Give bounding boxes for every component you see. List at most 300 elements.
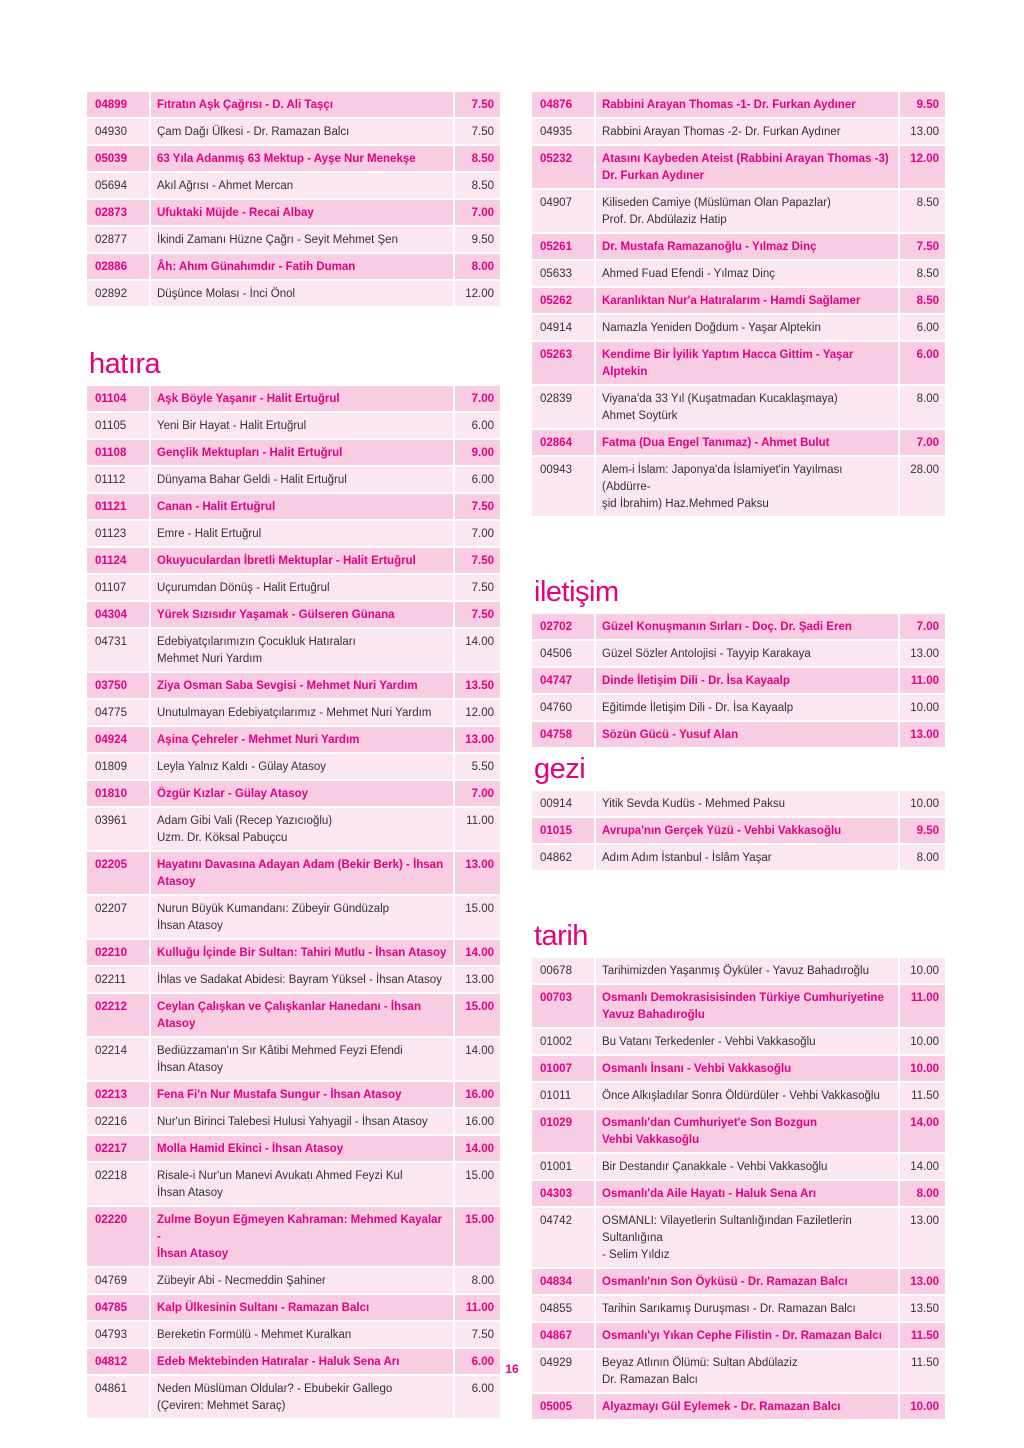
book-price: 8.50 [900, 261, 945, 286]
book-title: Bereketin Formülü - Mehmet Kuralkan [149, 1322, 455, 1347]
book-code: 01107 [87, 575, 149, 600]
book-title: Namazla Yeniden Doğdum - Yaşar Alptekin [594, 315, 900, 340]
book-row [87, 1082, 500, 1107]
book-row [87, 781, 500, 806]
book-code: 04855 [532, 1296, 594, 1321]
book-price: 15.00 [455, 1163, 500, 1205]
book-title: Viyana'da 33 Yıl (Kuşatmadan Kucaklaşmaya) Ahmet Soytürk [594, 386, 900, 428]
book-row [532, 985, 945, 1027]
book-price: 6.00 [455, 1376, 500, 1418]
book-row [532, 1296, 945, 1321]
book-row [87, 727, 500, 752]
book-price: 7.00 [900, 430, 945, 455]
book-code: 01104 [87, 386, 149, 411]
book-price: 10.00 [900, 695, 945, 720]
book-row [87, 146, 500, 171]
book-code: 04793 [87, 1322, 149, 1347]
book-table [87, 386, 500, 1418]
book-row [87, 896, 500, 938]
book-price: 11.50 [900, 1323, 945, 1348]
book-row [532, 1110, 945, 1152]
book-price: 14.00 [455, 1136, 500, 1161]
book-price: 6.00 [455, 413, 500, 438]
book-title: Osmanlı'da Aile Hayatı - Haluk Sena Arı [594, 1181, 900, 1206]
book-table [532, 791, 945, 870]
book-price: 14.00 [455, 1038, 500, 1080]
book-row [87, 852, 500, 894]
book-code: 04834 [532, 1269, 594, 1294]
book-title: Gençlik Mektupları - Halit Ertuğrul [149, 440, 455, 465]
section-heading-tarih: tarih [534, 920, 588, 952]
book-title: Önce Alkışladılar Sonra Öldürdüler - Vehbi Vakkasoğlu [594, 1083, 900, 1108]
tarih-list [532, 956, 939, 1421]
book-code: 04914 [532, 315, 594, 340]
book-row [87, 200, 500, 225]
book-row [87, 227, 500, 252]
book-code: 04867 [532, 1323, 594, 1348]
book-table [87, 92, 500, 306]
book-row [532, 1323, 945, 1348]
book-row [532, 958, 945, 983]
book-title: Güzel Konuşmanın Sırları - Doç. Dr. Şadi Eren [594, 614, 900, 639]
book-row [532, 1394, 945, 1419]
book-title: Dünyama Bahar Geldi - Halit Ertuğrul [149, 467, 455, 492]
book-table [532, 614, 945, 747]
book-price: 15.00 [455, 1207, 500, 1266]
book-title: Kiliseden Camiye (Müslüman Olan Papazlar) Prof. Dr. Abdülaziz Hatip [594, 190, 900, 232]
book-row [87, 254, 500, 279]
book-title: Fatma (Dua Engel Tanımaz) - Ahmet Bulut [594, 430, 900, 455]
book-row [87, 173, 500, 198]
book-price: 8.00 [900, 845, 945, 870]
book-row [532, 288, 945, 313]
book-title: OSMANLI: Vilayetlerin Sultanlığından Faziletlerin Sultanlığına - Selim Yıldız [594, 1208, 900, 1267]
book-code: 04924 [87, 727, 149, 752]
book-code: 04930 [87, 119, 149, 144]
book-title: Zübeyir Abi - Necmeddin Şahiner [149, 1268, 455, 1293]
book-row [532, 146, 945, 188]
book-title: Kalp Ülkesinin Sultanı - Ramazan Balcı [149, 1295, 455, 1320]
book-row [532, 1208, 945, 1267]
book-title: Atasını Kaybeden Ateist (Rabbini Arayan Thomas -3) Dr. Furkan Aydıner [594, 146, 900, 188]
book-price: 6.00 [455, 1349, 500, 1374]
book-price: 13.00 [455, 727, 500, 752]
section-heading-iletisim: iletişim [534, 576, 619, 608]
book-row [532, 430, 945, 455]
book-code: 04769 [87, 1268, 149, 1293]
book-price: 8.00 [900, 386, 945, 428]
book-code: 04775 [87, 700, 149, 725]
book-title: Ahmed Fuad Efendi - Yılmaz Dinç [594, 261, 900, 286]
book-code: 01124 [87, 548, 149, 573]
book-row [532, 818, 945, 843]
book-title: Osmanlı İnsanı - Vehbi Vakkasoğlu [594, 1056, 900, 1081]
book-row [532, 92, 945, 117]
book-row [87, 673, 500, 698]
book-row [87, 602, 500, 627]
book-title: Canan - Halit Ertuğrul [149, 494, 455, 519]
book-code: 04876 [532, 92, 594, 117]
book-price: 10.00 [900, 1056, 945, 1081]
book-title: Güzel Sözler Antolojisi - Tayyip Karakaya [594, 641, 900, 666]
book-title: Akıl Ağrısı - Ahmet Mercan [149, 173, 455, 198]
book-title: Dr. Mustafa Ramazanoğlu - Yılmaz Dinç [594, 234, 900, 259]
book-title: Alyazmayı Gül Eylemek - Dr. Ramazan Balcı [594, 1394, 900, 1419]
book-code: 02207 [87, 896, 149, 938]
book-row [532, 342, 945, 384]
book-price: 11.50 [900, 1083, 945, 1108]
book-row [87, 548, 500, 573]
right-top-list [532, 90, 939, 518]
iletisim-list [532, 612, 939, 749]
book-row [87, 1136, 500, 1161]
book-price: 13.00 [900, 1269, 945, 1294]
book-row [87, 281, 500, 306]
book-title: Ceylan Çalışkan ve Çalışkanlar Hanedanı - İhsan Atasoy [149, 994, 455, 1036]
book-price: 7.50 [455, 602, 500, 627]
book-price: 11.00 [900, 985, 945, 1027]
book-row [532, 457, 945, 516]
book-price: 7.50 [455, 494, 500, 519]
book-code: 04758 [532, 722, 594, 747]
book-price: 14.00 [900, 1110, 945, 1152]
book-title: Aşina Çehreler - Mehmet Nuri Yardım [149, 727, 455, 752]
book-title: Alem-i İslam: Japonya'da İslamiyet'in Yayılması (Abdürre- şid İbrahim) Haz.Mehmed Paksu [594, 457, 900, 516]
book-title: Beyaz Atlının Ölümü: Sultan Abdülaziz Dr. Ramazan Balcı [594, 1350, 900, 1392]
book-code: 02886 [87, 254, 149, 279]
book-code: 00943 [532, 457, 594, 516]
book-price: 7.50 [900, 234, 945, 259]
book-code: 04907 [532, 190, 594, 232]
book-row [532, 1083, 945, 1108]
book-code: 04812 [87, 1349, 149, 1374]
book-code: 04304 [87, 602, 149, 627]
book-row [87, 1376, 500, 1418]
book-title: Okuyuculardan İbretli Mektuplar - Halit Ertuğrul [149, 548, 455, 573]
book-title: Unutulmayan Edebiyatçılarımız - Mehmet Nuri Yardım [149, 700, 455, 725]
book-price: 7.50 [455, 548, 500, 573]
book-title: Fıtratın Aşk Çağrısı - D. Ali Taşçı [149, 92, 455, 117]
book-row [87, 1109, 500, 1134]
book-code: 05232 [532, 146, 594, 188]
book-code: 05263 [532, 342, 594, 384]
book-code: 01105 [87, 413, 149, 438]
book-title: Ufuktaki Müjde - Recai Albay [149, 200, 455, 225]
book-price: 11.50 [900, 1350, 945, 1392]
hatira-list [87, 384, 494, 1420]
book-row [532, 1181, 945, 1206]
book-title: Emre - Halit Ertuğrul [149, 521, 455, 546]
book-table [532, 958, 945, 1419]
book-code: 04760 [532, 695, 594, 720]
book-code: 00678 [532, 958, 594, 983]
book-row [532, 1269, 945, 1294]
book-row [87, 994, 500, 1036]
book-code: 05262 [532, 288, 594, 313]
book-code: 05694 [87, 173, 149, 198]
book-price: 10.00 [900, 1029, 945, 1054]
book-title: Hayatını Davasına Adayan Adam (Bekir Berk) - İhsan Atasoy [149, 852, 455, 894]
book-code: 01112 [87, 467, 149, 492]
book-row [87, 467, 500, 492]
book-price: 12.00 [455, 700, 500, 725]
book-title: Yürek Sızısıdır Yaşamak - Gülseren Günana [149, 602, 455, 627]
book-code: 03961 [87, 808, 149, 850]
book-code: 02892 [87, 281, 149, 306]
book-price: 8.50 [900, 288, 945, 313]
book-row [87, 386, 500, 411]
book-code: 01001 [532, 1154, 594, 1179]
book-code: 04731 [87, 629, 149, 671]
book-row [532, 190, 945, 232]
book-title: Rabbini Arayan Thomas -2- Dr. Furkan Aydıner [594, 119, 900, 144]
book-code: 02212 [87, 994, 149, 1036]
book-row [87, 521, 500, 546]
book-row [87, 119, 500, 144]
book-row [87, 700, 500, 725]
book-code: 04899 [87, 92, 149, 117]
book-code: 01011 [532, 1083, 594, 1108]
book-title: Bediüzzaman'ın Sır Kâtibi Mehmed Feyzi Efendi İhsan Atasoy [149, 1038, 455, 1080]
book-code: 02702 [532, 614, 594, 639]
book-price: 7.00 [455, 200, 500, 225]
book-title: Ziya Osman Saba Sevgisi - Mehmet Nuri Yardım [149, 673, 455, 698]
book-title: İkindi Zamanı Hüzne Çağrı - Seyit Mehmet Şen [149, 227, 455, 252]
book-price: 7.00 [900, 614, 945, 639]
book-price: 8.50 [455, 173, 500, 198]
book-title: Uçurumdan Dönüş - Halit Ertuğrul [149, 575, 455, 600]
book-price: 14.00 [455, 940, 500, 965]
book-price: 8.00 [455, 1268, 500, 1293]
book-title: Osmanlı'nın Son Öyküsü - Dr. Ramazan Balcı [594, 1269, 900, 1294]
book-price: 13.00 [455, 852, 500, 894]
book-code: 01121 [87, 494, 149, 519]
book-code: 02873 [87, 200, 149, 225]
book-title: Eğitimde İletişim Dili - Dr. İsa Kayaalp [594, 695, 900, 720]
book-row [87, 413, 500, 438]
book-price: 12.00 [900, 146, 945, 188]
book-code: 01002 [532, 1029, 594, 1054]
book-price: 13.00 [900, 1208, 945, 1267]
book-price: 9.50 [455, 227, 500, 252]
book-title: Dinde İletişim Dili - Dr. İsa Kayaalp [594, 668, 900, 693]
book-price: 13.00 [900, 722, 945, 747]
book-row [532, 1154, 945, 1179]
book-code: 02216 [87, 1109, 149, 1134]
book-price: 7.50 [455, 575, 500, 600]
book-price: 11.00 [455, 808, 500, 850]
book-row [87, 1163, 500, 1205]
book-row [532, 386, 945, 428]
book-price: 9.00 [455, 440, 500, 465]
section-heading-hatira: hatıra [89, 348, 161, 380]
book-title: Fena Fi'n Nur Mustafa Sungur - İhsan Atasoy [149, 1082, 455, 1107]
book-title: Risale-i Nur'un Manevi Avukatı Ahmed Feyzi Kul İhsan Atasoy [149, 1163, 455, 1205]
book-code: 02214 [87, 1038, 149, 1080]
book-row [87, 1322, 500, 1347]
book-price: 14.00 [455, 629, 500, 671]
book-title: Kendime Bir İyilik Yaptım Hacca Gittim - Yaşar Alptekin [594, 342, 900, 384]
book-price: 6.00 [900, 315, 945, 340]
book-code: 02213 [87, 1082, 149, 1107]
book-code: 01108 [87, 440, 149, 465]
book-price: 8.50 [455, 146, 500, 171]
book-row [532, 668, 945, 693]
gezi-list [532, 789, 939, 872]
book-price: 8.50 [900, 190, 945, 232]
book-row [87, 440, 500, 465]
book-price: 7.50 [455, 92, 500, 117]
book-price: 28.00 [900, 457, 945, 516]
book-row [87, 575, 500, 600]
book-title: Edebiyatçılarımızın Çocukluk Hatıraları Mehmet Nuri Yardım [149, 629, 455, 671]
book-title: Osmanlı'yı Yıkan Cephe Filistin - Dr. Ramazan Balcı [594, 1323, 900, 1348]
book-row [532, 1029, 945, 1054]
book-price: 12.00 [455, 281, 500, 306]
book-title: Çam Dağı Ülkesi - Dr. Ramazan Balcı [149, 119, 455, 144]
left-column [87, 90, 494, 1420]
book-code: 01029 [532, 1110, 594, 1152]
book-price: 13.00 [900, 119, 945, 144]
book-title: Tarihin Sarıkamış Duruşması - Dr. Ramazan Balcı [594, 1296, 900, 1321]
book-price: 10.00 [900, 791, 945, 816]
book-title: Yitik Sevda Kudüs - Mehmed Paksu [594, 791, 900, 816]
book-price: 7.00 [455, 521, 500, 546]
book-price: 8.00 [455, 254, 500, 279]
book-price: 16.00 [455, 1082, 500, 1107]
book-code: 01809 [87, 754, 149, 779]
book-price: 15.00 [455, 994, 500, 1036]
section-heading-gezi: gezi [534, 753, 586, 785]
book-title: Osmanlı Demokrasisisinden Türkiye Cumhuriyetine Yavuz Bahadıroğlu [594, 985, 900, 1027]
book-title: Tarihimizden Yaşanmış Öyküler - Yavuz Bahadıroğlu [594, 958, 900, 983]
book-title: Rabbini Arayan Thomas -1- Dr. Furkan Aydıner [594, 92, 900, 117]
book-title: Nur'un Birinci Talebesi Hulusi Yahyagil - İhsan Atasoy [149, 1109, 455, 1134]
book-price: 16.00 [455, 1109, 500, 1134]
left-top-list [87, 90, 494, 308]
book-title: Bir Destandır Çanakkale - Vehbi Vakkasoğlu [594, 1154, 900, 1179]
book-title: Düşünce Molası - İnci Önol [149, 281, 455, 306]
book-row [532, 845, 945, 870]
book-title: Neden Müslüman Oldular? - Ebubekir Gallego (Çeviren: Mehmet Saraç) [149, 1376, 455, 1418]
book-row [87, 754, 500, 779]
book-code: 05261 [532, 234, 594, 259]
book-code: 04861 [87, 1376, 149, 1418]
book-code: 02211 [87, 967, 149, 992]
book-row [532, 119, 945, 144]
book-row [532, 695, 945, 720]
book-code: 05005 [532, 1394, 594, 1419]
book-code: 04935 [532, 119, 594, 144]
book-code: 05039 [87, 146, 149, 171]
book-code: 01015 [532, 818, 594, 843]
book-title: Âh: Ahım Günahımdır - Fatih Duman [149, 254, 455, 279]
book-price: 7.50 [455, 119, 500, 144]
book-code: 00703 [532, 985, 594, 1027]
book-title: Aşk Böyle Yaşanır - Halit Ertuğrul [149, 386, 455, 411]
book-price: 5.50 [455, 754, 500, 779]
book-title: Adam Gibi Vali (Recep Yazıcıoğlu) Uzm. Dr. Köksal Pabuçcu [149, 808, 455, 850]
book-title: Özgür Kızlar - Gülay Atasoy [149, 781, 455, 806]
book-code: 04929 [532, 1350, 594, 1392]
book-code: 02877 [87, 227, 149, 252]
book-code: 02205 [87, 852, 149, 894]
book-code: 04862 [532, 845, 594, 870]
book-row [87, 1038, 500, 1080]
book-price: 11.00 [455, 1295, 500, 1320]
book-code: 03750 [87, 673, 149, 698]
book-price: 13.50 [900, 1296, 945, 1321]
book-code: 04742 [532, 1208, 594, 1267]
book-title: Avrupa'nın Gerçek Yüzü - Vehbi Vakkasoğlu [594, 818, 900, 843]
book-row [532, 261, 945, 286]
book-price: 15.00 [455, 896, 500, 938]
book-price: 10.00 [900, 958, 945, 983]
book-code: 02217 [87, 1136, 149, 1161]
book-price: 14.00 [900, 1154, 945, 1179]
book-row [532, 614, 945, 639]
book-row [532, 315, 945, 340]
book-title: Kulluğu İçinde Bir Sultan: Tahiri Mutlu - İhsan Atasoy [149, 940, 455, 965]
book-code: 04303 [532, 1181, 594, 1206]
book-title: Bu Vatanı Terkedenler - Vehbi Vakkasoğlu [594, 1029, 900, 1054]
book-title: Yeni Bir Hayat - Halit Ertuğrul [149, 413, 455, 438]
book-row [87, 1207, 500, 1266]
book-price: 8.00 [900, 1181, 945, 1206]
book-row [532, 1056, 945, 1081]
book-row [87, 808, 500, 850]
book-row [532, 641, 945, 666]
book-code: 01810 [87, 781, 149, 806]
book-code: 01123 [87, 521, 149, 546]
book-price: 7.00 [455, 781, 500, 806]
book-price: 13.00 [900, 641, 945, 666]
book-code: 04506 [532, 641, 594, 666]
book-title: Karanlıktan Nur'a Hatıralarım - Hamdi Sağlamer [594, 288, 900, 313]
book-row [87, 967, 500, 992]
book-price: 13.50 [455, 673, 500, 698]
book-title: 63 Yıla Adanmış 63 Mektup - Ayşe Nur Menekşe [149, 146, 455, 171]
book-title: Molla Hamid Ekinci - İhsan Atasoy [149, 1136, 455, 1161]
book-row [87, 629, 500, 671]
book-row [532, 722, 945, 747]
book-code: 04785 [87, 1295, 149, 1320]
book-code: 00914 [532, 791, 594, 816]
book-price: 13.00 [455, 967, 500, 992]
book-code: 05633 [532, 261, 594, 286]
book-code: 02220 [87, 1207, 149, 1266]
book-code: 01007 [532, 1056, 594, 1081]
book-row [87, 92, 500, 117]
book-title: İhlas ve Sadakat Abidesi: Bayram Yüksel - İhsan Atasoy [149, 967, 455, 992]
book-price: 6.00 [455, 467, 500, 492]
book-code: 04747 [532, 668, 594, 693]
book-price: 9.50 [900, 818, 945, 843]
book-code: 02218 [87, 1163, 149, 1205]
book-code: 02839 [532, 386, 594, 428]
book-price: 10.00 [900, 1394, 945, 1419]
book-title: Leyla Yalnız Kaldı - Gülay Atasoy [149, 754, 455, 779]
book-title: Zulme Boyun Eğmeyen Kahraman: Mehmed Kayalar - İhsan Atasoy [149, 1207, 455, 1266]
book-title: Nurun Büyük Kumandanı: Zübeyir Gündüzalp İhsan Atasoy [149, 896, 455, 938]
book-title: Adım Adım İstanbul - İslâm Yaşar [594, 845, 900, 870]
book-row [532, 234, 945, 259]
book-code: 02210 [87, 940, 149, 965]
book-title: Sözün Gücü - Yusuf Alan [594, 722, 900, 747]
page-number: 16 [505, 1362, 519, 1376]
book-price: 6.00 [900, 342, 945, 384]
book-row [532, 791, 945, 816]
